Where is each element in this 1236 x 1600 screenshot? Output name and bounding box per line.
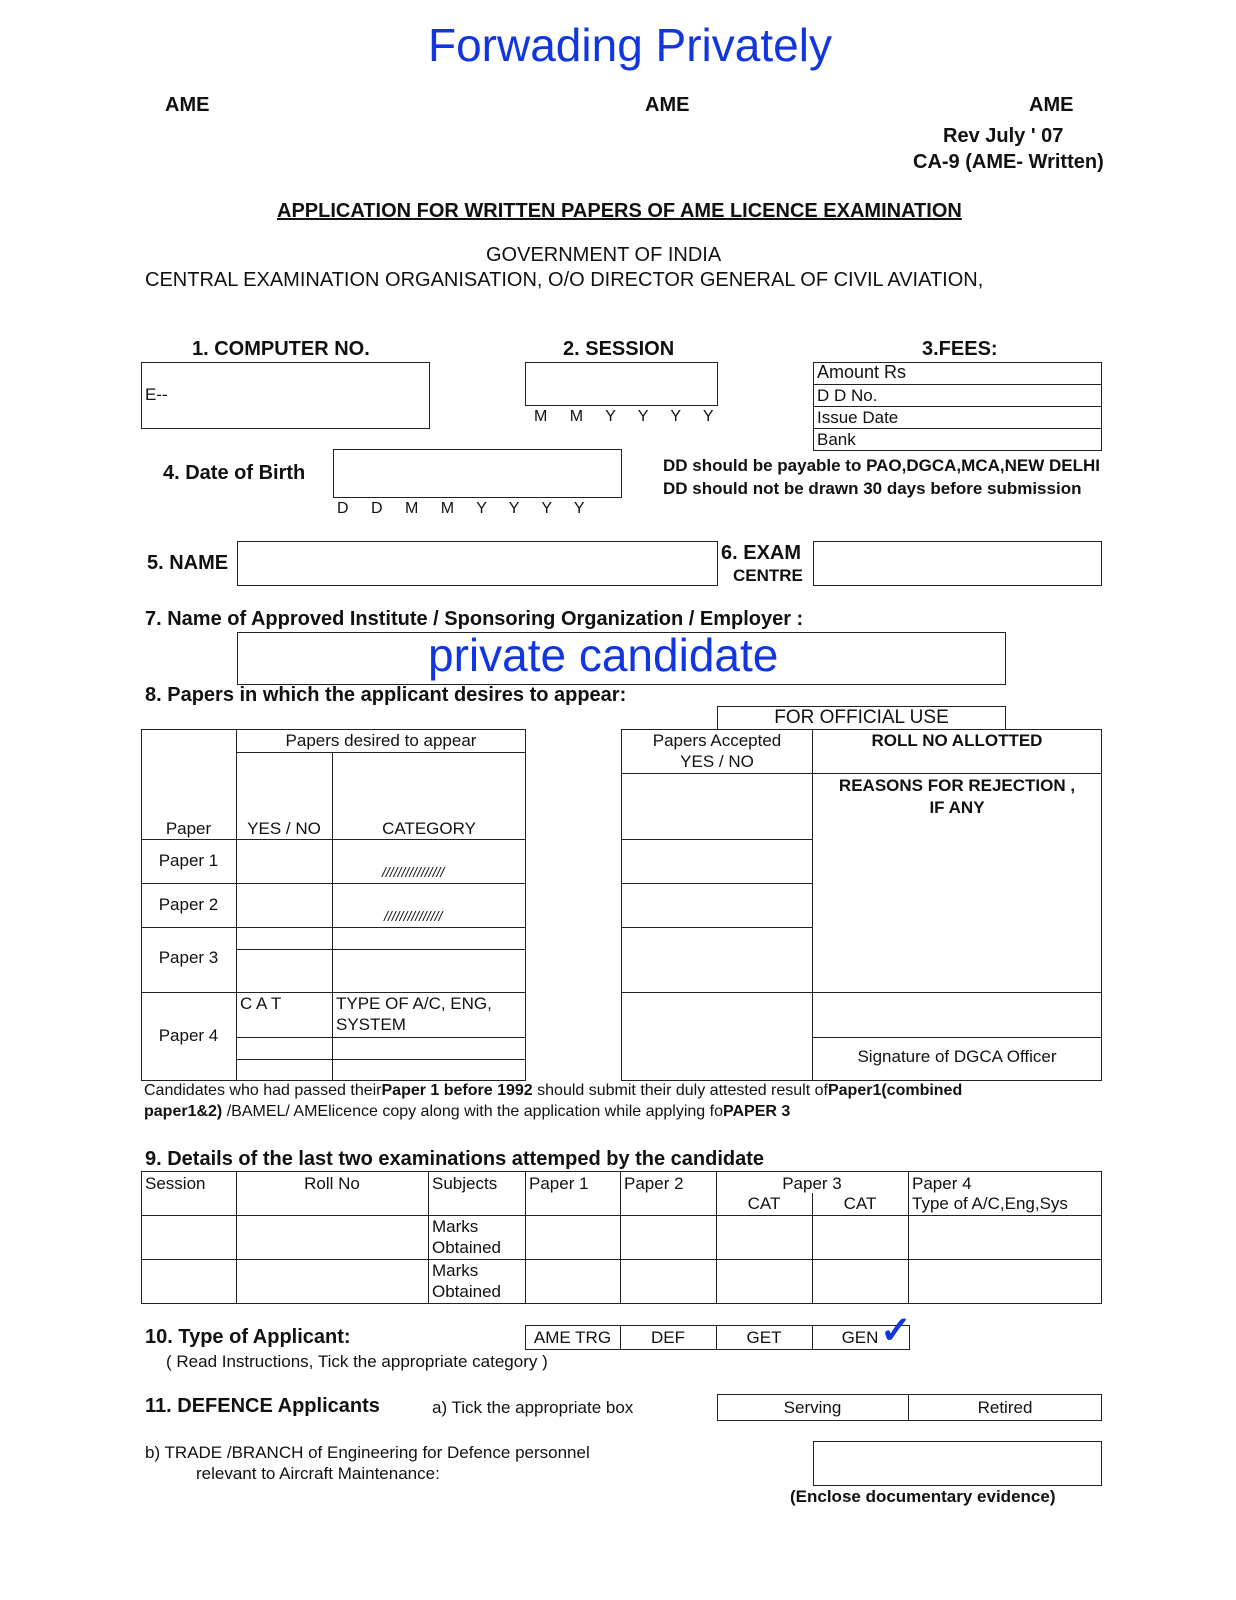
exam-centre-field[interactable] xyxy=(813,541,1102,586)
paper-1-note-line-2 xyxy=(144,1103,790,1121)
last-exams-label: 9. Details of the last two examinations attemped by the candidate xyxy=(145,1148,765,1170)
col-roll-no: Roll No xyxy=(304,1174,360,1193)
marks-label-row-1a: Marks xyxy=(432,1217,479,1236)
gen-tick-mark: ✓ xyxy=(880,1310,912,1352)
institute-label: 7. Name of Approved Institute / Sponsoring Organization / Employer : xyxy=(145,608,804,630)
enclose-evidence-note: (Enclose documentary evidence) xyxy=(790,1487,1056,1506)
overlay-title: Forwading Privately xyxy=(428,19,832,71)
official-use-label: FOR OFFICIAL USE xyxy=(774,707,949,728)
computer-no-field[interactable] xyxy=(141,362,430,429)
paper-2-hatch: /////////////// xyxy=(384,908,443,924)
col-paper-4: Paper 4 xyxy=(912,1174,972,1193)
paper-4-type-2: SYSTEM xyxy=(336,1015,406,1034)
col-paper-2: Paper 2 xyxy=(624,1174,684,1193)
paper-2-yes-no[interactable] xyxy=(237,884,332,927)
col-yes-no: YES / NO xyxy=(247,819,321,838)
institute-value: private candidate xyxy=(428,629,779,681)
col-paper-3-cat-b: CAT xyxy=(843,1194,877,1213)
fees-label: 3.FEES: xyxy=(922,338,998,360)
paper-3-yes-no[interactable] xyxy=(237,928,332,949)
note-bold: Paper1(combined xyxy=(827,1082,963,1099)
marks-label-row-2a: Marks xyxy=(432,1261,479,1280)
fees-bank[interactable]: Bank xyxy=(817,430,856,449)
computer-no-value: E-- xyxy=(145,385,168,404)
paper-2-label: Paper 2 xyxy=(158,895,219,914)
trade-branch-label-2: relevant to Aircraft Maintenance: xyxy=(196,1464,440,1483)
trade-branch-field[interactable] xyxy=(813,1441,1102,1486)
note-bold: paper1&2) xyxy=(144,1103,223,1120)
paper-1-note-line-1 xyxy=(144,1082,962,1100)
roll-no-allotted-label: ROLL NO ALLOTTED xyxy=(871,731,1043,750)
col-paper: Paper xyxy=(165,819,212,838)
col-session: Session xyxy=(145,1174,206,1193)
papers-accepted-label-2: YES / NO xyxy=(680,752,754,771)
session-label: 2. SESSION xyxy=(563,338,675,360)
ame-label-right: AME xyxy=(1029,94,1074,116)
col-category: CATEGORY xyxy=(382,819,476,838)
name-field[interactable] xyxy=(237,541,718,586)
col-paper-4-type: Type of A/C,Eng,Sys xyxy=(912,1194,1068,1213)
dob-field[interactable] xyxy=(333,449,622,498)
dob-mask: D D M M Y Y Y Y xyxy=(337,500,594,517)
government-label: GOVERNMENT OF INDIA xyxy=(486,244,722,266)
form-title: APPLICATION FOR WRITTEN PAPERS OF AME LICENCE EXAMINATION xyxy=(277,200,962,222)
applicant-type-gen[interactable]: GEN xyxy=(841,1328,879,1347)
paper-4-cat: C A T xyxy=(240,994,282,1013)
dob-label: 4. Date of Birth xyxy=(163,462,306,484)
fees-issue-date[interactable]: Issue Date xyxy=(817,408,899,427)
ame-label-center: AME xyxy=(645,94,690,116)
session-field[interactable] xyxy=(525,362,718,406)
fees-dd-no[interactable]: D D No. xyxy=(817,386,878,405)
applicant-type-get[interactable]: GET xyxy=(746,1328,782,1347)
fees-note-payable: DD should be payable to PAO,DGCA,MCA,NEW DELHI xyxy=(663,456,1100,475)
computer-no-label: 1. COMPUTER NO. xyxy=(192,338,370,360)
col-paper-1: Paper 1 xyxy=(529,1174,589,1193)
trade-branch-label-1: b) TRADE /BRANCH of Engineering for Defence personnel xyxy=(145,1443,590,1462)
defence-tick-instruction: a) Tick the appropriate box xyxy=(432,1398,634,1417)
exam-centre-label-1: 6. EXAM xyxy=(721,542,802,564)
col-subjects: Subjects xyxy=(432,1174,498,1193)
defence-retired[interactable]: Retired xyxy=(977,1398,1033,1417)
paper-3-category[interactable] xyxy=(333,928,525,949)
papers-desired-header: Papers desired to appear xyxy=(285,731,477,750)
applicant-type-ame-trg[interactable]: AME TRG xyxy=(533,1328,612,1347)
paper-4-type-1: TYPE OF A/C, ENG, xyxy=(336,994,492,1013)
paper-1-hatch: //////////////// xyxy=(382,864,445,880)
col-paper-3: Paper 3 xyxy=(782,1174,842,1193)
col-paper-3-cat-a: CAT xyxy=(747,1194,781,1213)
fees-amount[interactable]: Amount Rs xyxy=(817,362,907,382)
organisation-label: CENTRAL EXAMINATION ORGANISATION, O/O DIRECTOR GENERAL OF CIVIL AVIATION, xyxy=(145,269,984,291)
note-bold: PAPER 3 xyxy=(722,1103,791,1120)
note-text: Candidates who had passed their xyxy=(144,1082,382,1099)
defence-label: 11. DEFENCE Applicants xyxy=(145,1395,380,1417)
applicant-type-def[interactable]: DEF xyxy=(651,1328,685,1347)
papers-label: 8. Papers in which the applicant desires to appear: xyxy=(145,684,627,706)
paper-1-label: Paper 1 xyxy=(158,851,219,870)
defence-serving[interactable]: Serving xyxy=(783,1398,842,1417)
marks-label-row-2b: Obtained xyxy=(432,1282,501,1301)
paper-4-cat-field[interactable] xyxy=(237,1038,332,1059)
name-label: 5. NAME xyxy=(147,552,229,574)
session-mask: M M Y Y Y Y xyxy=(534,408,723,425)
note-text: should submit their duly attested result of xyxy=(532,1082,828,1099)
applicant-type-instructions: ( Read Instructions, Tick the appropriate category ) xyxy=(166,1352,548,1371)
rejection-reasons-label-2: IF ANY xyxy=(929,798,985,817)
note-bold: Paper 1 before 1992 xyxy=(381,1082,533,1099)
exam-centre-label-2: CENTRE xyxy=(733,566,803,585)
note-text: /BAMEL/ AMElicence copy along with the application while applying fo xyxy=(222,1103,723,1120)
dgca-signature-label: Signature of DGCA Officer xyxy=(857,1047,1057,1066)
paper-1-yes-no[interactable] xyxy=(237,840,332,883)
papers-accepted-label-1: Papers Accepted xyxy=(652,731,782,750)
form-code: CA-9 (AME- Written) xyxy=(913,151,1104,173)
marks-label-row-1b: Obtained xyxy=(432,1238,501,1257)
rejection-reasons-label-1: REASONS FOR REJECTION , xyxy=(838,776,1076,795)
paper-3-label: Paper 3 xyxy=(158,948,219,967)
ame-label-left: AME xyxy=(165,94,210,116)
paper-4-type-field[interactable] xyxy=(333,1038,525,1059)
revision-label: Rev July ' 07 xyxy=(943,125,1064,147)
paper-4-label: Paper 4 xyxy=(158,1026,219,1045)
applicant-type-label: 10. Type of Applicant: xyxy=(145,1326,351,1348)
fees-note-timing: DD should not be drawn 30 days before submission xyxy=(663,479,1082,498)
